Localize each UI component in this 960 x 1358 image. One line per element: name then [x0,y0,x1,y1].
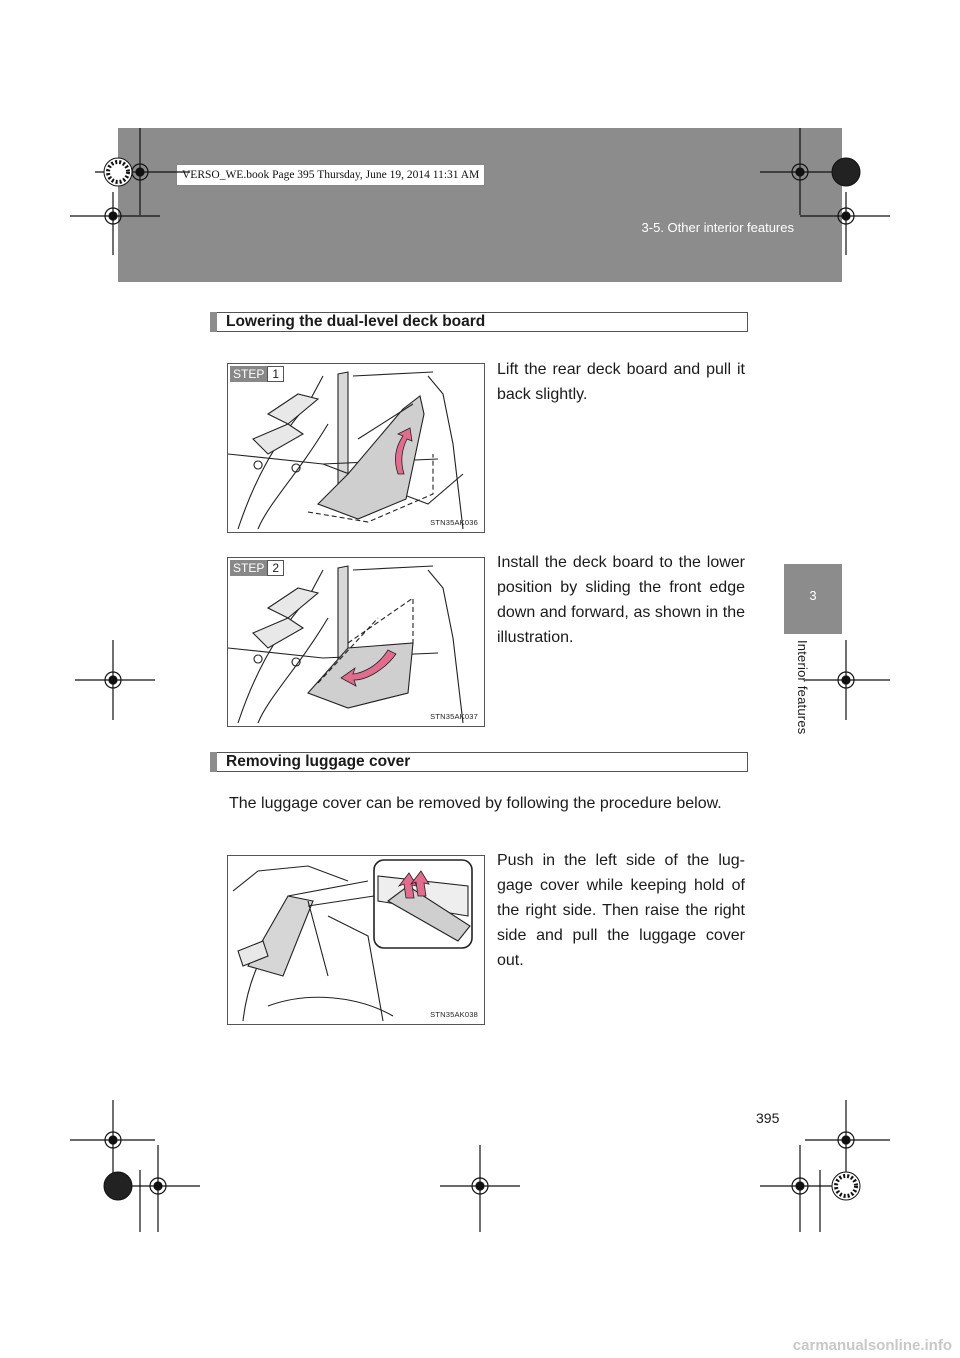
figure-code: STN35AK038 [430,1010,478,1019]
chapter-number: 3 [809,588,817,603]
step1-badge: STEP 1 [230,366,284,382]
removing-intro: The luggage cover can be removed by following the procedure below. [229,795,722,812]
watermark: carmanualsonline.info [792,1337,952,1354]
book-stamp: VERSO_WE.book Page 395 Thursday, June 19, 2014 11:31 AM [176,164,485,186]
chapter-label: Interior features [795,640,810,735]
figure-code: STN35AK037 [430,712,478,721]
subhead-removing: Removing luggage cover [210,752,748,772]
step1-text: Lift the rear deck board and pull it back slightly. [497,361,745,403]
figure-code: STN35AK036 [430,518,478,527]
subhead-lowering: Lowering the dual-level deck board [210,312,748,332]
removing-text: Push in the left side of the lug-gage cover while keeping hold of the right side. Then raise the right side and pull the luggage cover out. [497,852,745,969]
step2-badge: STEP 2 [230,560,284,576]
section-title: 3-5. Other interior features [641,220,794,235]
step2-text: Install the deck board to the lower position by sliding the front edge down and forward, as shown in the illustration. [497,554,745,646]
page-number: 395 [756,1110,780,1126]
